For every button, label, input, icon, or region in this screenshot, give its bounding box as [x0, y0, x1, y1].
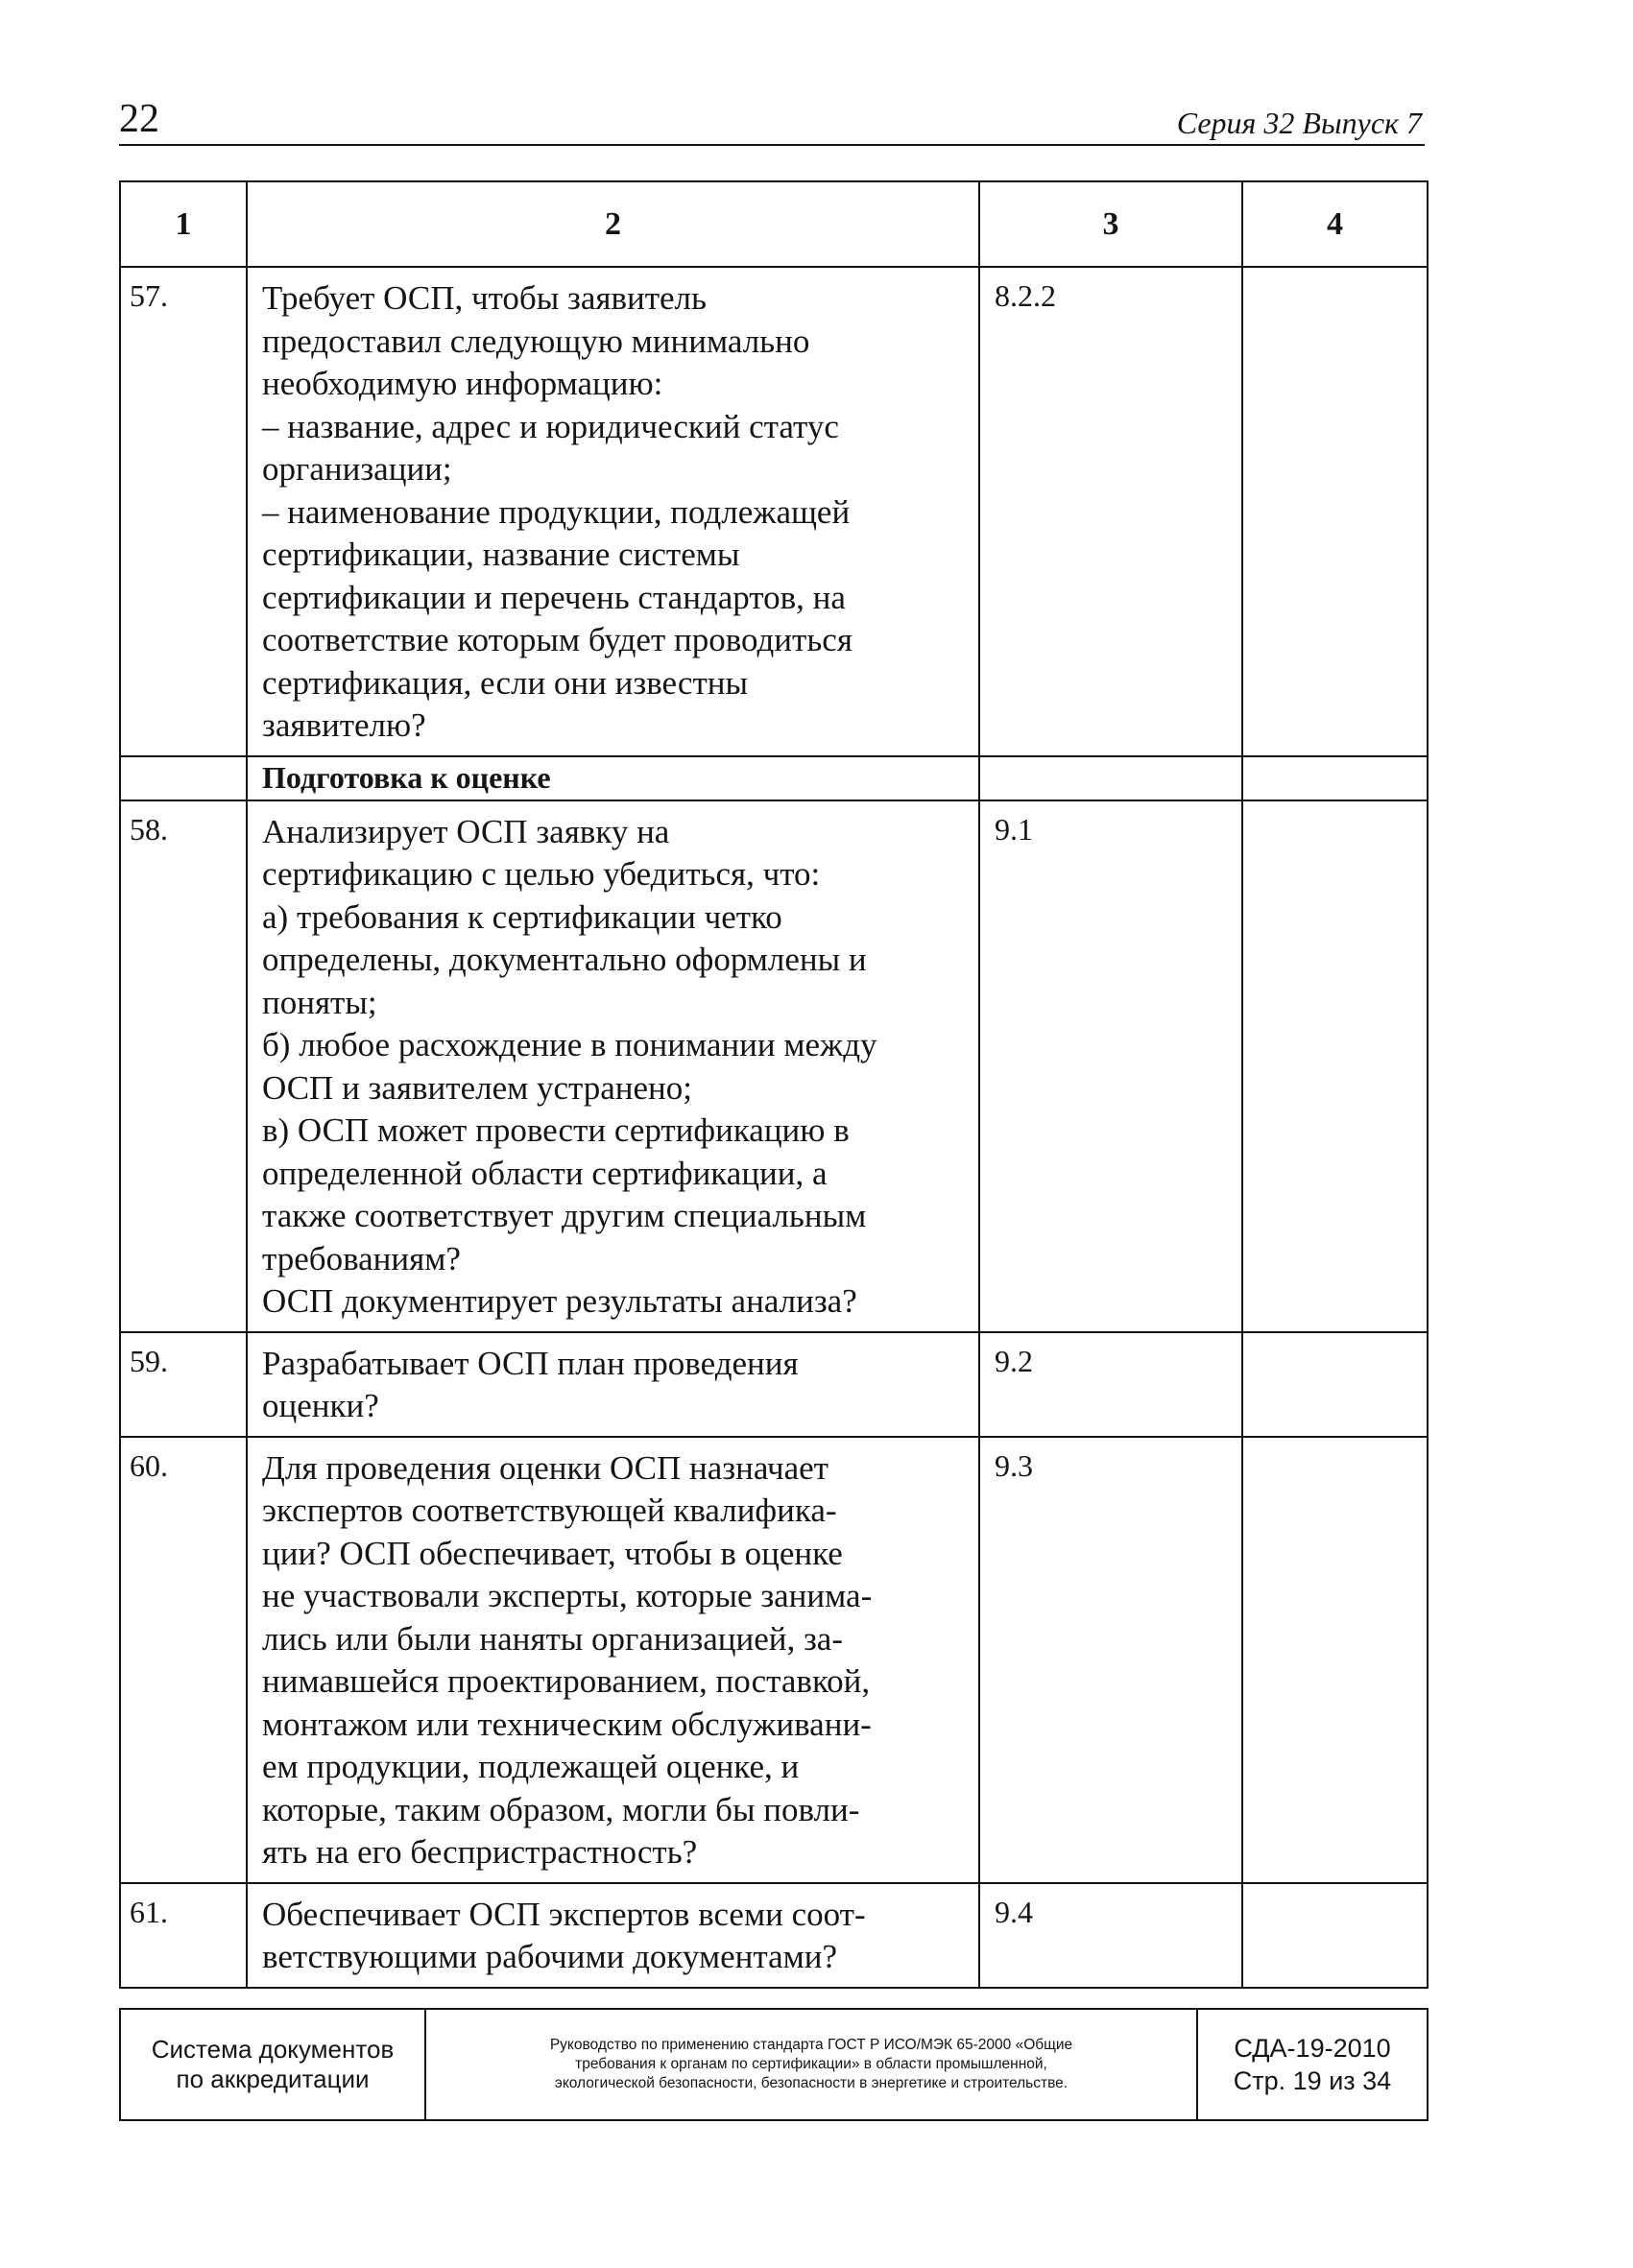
item-text-line: необходимую информацию: — [262, 365, 663, 402]
footer-document-system — [120, 2009, 425, 2120]
item-text-line: организации; — [262, 450, 452, 488]
item-number: 60. — [120, 1437, 247, 1883]
item-text-line: лись или были наняты организацией, за- — [262, 1619, 843, 1658]
item-text — [247, 1332, 979, 1437]
item-text-line: ОСП и заявителем устранено; — [262, 1068, 693, 1107]
empty-cell — [1242, 1883, 1428, 1988]
item-text-line: Разрабатывает ОСП план проведения — [262, 1344, 799, 1382]
table-header-row — [120, 181, 1428, 267]
empty-cell — [1242, 800, 1428, 1332]
empty-cell — [979, 756, 1242, 800]
item-number: 59. — [120, 1332, 247, 1437]
empty-cell — [1242, 756, 1428, 800]
table-row — [120, 1332, 1428, 1437]
item-text-line: Для проведения оценки ОСП назначает — [262, 1448, 829, 1487]
item-text-line: Требует ОСП, чтобы заявитель — [262, 279, 707, 317]
item-number: 61. — [120, 1883, 247, 1988]
item-text-line: предоставил следующую минимально — [262, 322, 810, 360]
item-text-line: сертификацию с целью убедиться, что: — [262, 855, 821, 893]
empty-cell — [1242, 1332, 1428, 1437]
column-header: 4 — [1242, 181, 1428, 267]
item-text-line: нимавшейся проектированием, поставкой, — [262, 1662, 871, 1700]
item-text-line: не участвовали эксперты, которые занима- — [262, 1577, 873, 1614]
item-text-line: ветствующими рабочими документами? — [262, 1938, 838, 1975]
running-header-series: Серия 32 Выпуск 7 — [1176, 106, 1422, 140]
item-text — [247, 267, 979, 756]
item-text-line: также соответствует другим специальным — [262, 1197, 867, 1234]
item-text-line: поняты; — [262, 983, 377, 1021]
standard-clause-ref: 9.2 — [979, 1332, 1242, 1437]
item-text-line: ции? ОСП обеспечивает, чтобы в оценке — [262, 1534, 843, 1572]
item-text-line: – название, адрес и юридический статус — [262, 407, 839, 445]
footer-block — [119, 2008, 1429, 2121]
item-text-line: а) требования к сертификации четко — [262, 897, 782, 936]
item-text — [247, 1437, 979, 1883]
item-text — [247, 1883, 979, 1988]
item-number: 58. — [120, 800, 247, 1332]
standard-clause-ref: 8.2.2 — [979, 267, 1242, 756]
item-text-line: которые, таким образом, могли бы повли- — [262, 1790, 860, 1828]
footer-document-description — [425, 2009, 1197, 2120]
standard-clause-ref: 9.4 — [979, 1883, 1242, 1988]
footer-text-line: требования к органам по сертификации» в области промышленной, — [575, 2056, 1047, 2072]
item-text-line: требованиям? — [262, 1239, 461, 1277]
column-header: 2 — [247, 181, 979, 267]
footer-text-line: экологической безопасности, безопасности в энергетике и строительстве. — [554, 2075, 1069, 2091]
footer-text-line: Стр. 19 из 34 — [1233, 2066, 1392, 2095]
section-row — [120, 756, 1428, 800]
table-row — [120, 1883, 1428, 1988]
item-text-line: в) ОСП может провести сертификацию в — [262, 1111, 850, 1149]
column-header: 3 — [979, 181, 1242, 267]
item-text — [247, 800, 979, 1332]
footer-text-line: по аккредитации — [176, 2065, 370, 2093]
footer-text-line: Система документов — [151, 2035, 395, 2064]
page-number: 22 — [119, 97, 159, 141]
table-row — [120, 1437, 1428, 1883]
item-text-line: ять на его беспристрастность? — [262, 1833, 698, 1871]
item-text-line: сертификации, название системы — [262, 536, 740, 573]
standard-clause-ref: 9.3 — [979, 1437, 1242, 1883]
footer-text-line: Руководство по применению стандарта ГОСТ Р ИСО/МЭК 65-2000 «Общие — [549, 2037, 1073, 2053]
item-text-line: б) любое расхождение в понимании между — [262, 1026, 877, 1063]
item-text-line: сертификации и перечень стандартов, на — [262, 578, 846, 616]
table-row — [120, 267, 1428, 756]
item-text-line: соответствие которым будет проводиться — [262, 621, 853, 658]
item-text-line: экспертов соответствующей квалифика- — [262, 1492, 837, 1529]
item-number: 57. — [120, 267, 247, 756]
empty-cell — [1242, 267, 1428, 756]
footer-document-code — [1197, 2009, 1428, 2120]
section-title: Подготовка к оценке — [247, 756, 979, 800]
empty-cell — [1242, 1437, 1428, 1883]
item-text-line: Обеспечивает ОСП экспертов всеми соот- — [262, 1895, 866, 1933]
item-text-line: – наименование продукции, подлежащей — [262, 492, 851, 531]
item-text-line: ОСП документирует результаты анализа? — [262, 1282, 857, 1320]
column-header: 1 — [120, 181, 247, 267]
requirements-table — [119, 180, 1429, 1989]
footer-text-line: СДА-19-2010 — [1234, 2034, 1391, 2063]
item-text-line: ем продукции, подлежащей оценке, и — [262, 1748, 800, 1785]
item-text-line: сертификация, если они известны — [262, 663, 748, 702]
item-text-line: Анализирует ОСП заявку на — [262, 812, 670, 850]
item-text-line: определенной области сертификации, а — [262, 1154, 828, 1192]
item-text-line: определены, документально оформлены и — [262, 941, 867, 978]
table-row — [120, 800, 1428, 1332]
empty-cell — [120, 756, 247, 800]
item-text-line: монтажом или техническим обслуживани- — [262, 1705, 872, 1743]
standard-clause-ref: 9.1 — [979, 800, 1242, 1332]
item-text-line: заявителю? — [262, 706, 426, 744]
header-rule — [119, 144, 1425, 146]
item-text-line: оценки? — [262, 1387, 379, 1424]
